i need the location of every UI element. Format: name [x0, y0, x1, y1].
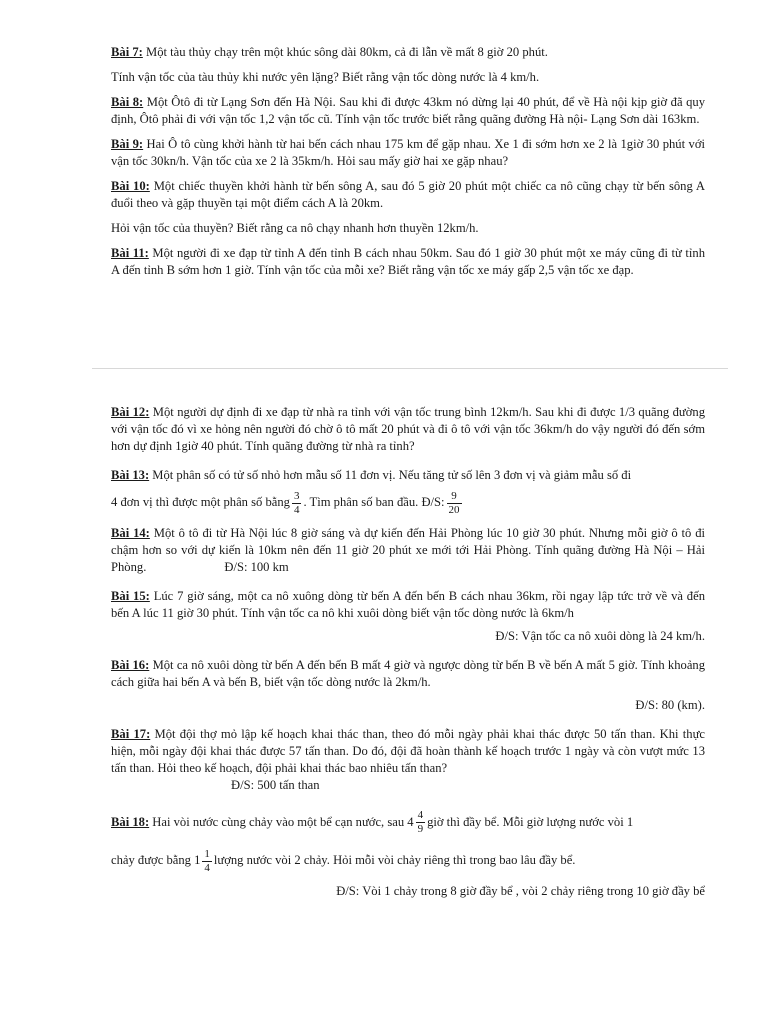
- fraction-denominator: 4: [293, 503, 300, 516]
- problem-9: [111, 136, 705, 170]
- problem-text: 4 đơn vị thì được một phân số bằng: [111, 495, 290, 509]
- problem-text: Lúc 7 giờ sáng, một ca nô xuông dòng từ bến A đến bến B cách nhau 36km, rồi ngay lập tức trở về và đến bến A lúc 11 giờ 30 phút. Tính vận tốc ca nô khi xuôi dòng biết vận tốc dòng nước là 6km/h: [111, 588, 705, 620]
- problem-16-answer: Đ/S: 80 (km).: [635, 697, 705, 712]
- problem-label: Bài 10:: [111, 179, 150, 193]
- problem-13-line2: [111, 488, 705, 517]
- problem-7: [111, 44, 705, 61]
- problem-13: [111, 467, 705, 484]
- problem-label: Bài 12:: [111, 405, 150, 419]
- problem-15: [111, 588, 705, 622]
- problem-17: [111, 726, 705, 777]
- problem-label: Bài 17:: [111, 726, 151, 741]
- problems-section-bottom: [111, 404, 705, 900]
- problem-text: Hai Ô tô cùng khởi hành từ hai bến cách nhau 175 km để gặp nhau. Xe 1 đi sớm hơn xe 2 là 1giờ 30 phút với vận tốc 30kn/h. Vận tốc của xe 2 là 35km/h. Hỏi sau mấy giờ hai xe gặp nhau?: [111, 137, 705, 168]
- problem-18-line2: [111, 846, 705, 875]
- problem-text: Một người dự định đi xe đạp từ nhà ra tỉnh với vận tốc trung bình 12km/h. Sau khi đi được 1/3 quãng đường với vận tốc đó vì xe hỏng nên người đó chờ ô tô mất 20 phút và đi ô tô với vận tốc 36km/h do vậy người đó đến sớm hơn dự định 1giờ 40 phút. Tính quãng đường từ nhà ra tỉnh?: [111, 405, 705, 453]
- problem-text: Một phân số có tử số nhỏ hơn mẫu số 11 đơn vị. Nếu tăng tử số lên 3 đơn vị và giảm mẫu số đi: [149, 468, 632, 482]
- problem-10: [111, 178, 705, 212]
- problem-text: Một ô tô đi từ Hà Nội lúc 8 giờ sáng và dự kiến đến Hải Phòng lúc 10 giờ 30 phút. Nhưng mỗi giờ ô tô đi chậm hơn so với dự kiến là 10km nên đến 11 giờ 20 phút xe mới tới Hải Phòng. Tính quãng đường Hà Nội – Hải Phòng.: [111, 525, 705, 574]
- problem-text: Một chiếc thuyền khởi hành từ bến sông A, sau đó 5 giờ 20 phút một chiếc ca nô cũng chạy từ bến sông A đuổi theo và gặp thuyền tại một điểm cách A là 20km.: [111, 179, 705, 210]
- problems-section-top: [111, 44, 705, 279]
- problem-15-answer: Đ/S: Vận tốc ca nô xuôi dòng là 24 km/h.: [495, 628, 705, 643]
- problem-label: Bài 18:: [111, 814, 150, 829]
- fraction-denominator: 4: [204, 861, 210, 874]
- problem-label: Bài 15:: [111, 588, 150, 603]
- problem-16: [111, 657, 705, 691]
- problem-12: [111, 404, 705, 455]
- problem-text: chảy được bằng: [111, 853, 191, 868]
- problem-label: Bài 16:: [111, 657, 150, 672]
- fraction-numerator: 3: [293, 489, 300, 502]
- problem-label: Bài 13:: [111, 468, 150, 482]
- problem-18: [111, 808, 705, 837]
- problem-text: Một ca nô xuôi dòng từ bến A đến bến B mất 4 giờ và ngược dòng từ bến B về bến A mất 5 giờ. Tính khoảng cách giữa hai bến A và bến B, biết vận tốc dòng nước là 2km/h.: [111, 657, 705, 689]
- problem-text: Một Ôtô đi từ Lạng Sơn đến Hà Nội. Sau khi đi được 43km nó dừng lại 40 phút, để về Hà nội kịp giờ đã quy định, Ôtô phải đi với vận tốc 1,2 vận tốc cũ. Tính vận tốc trước biết rằng quãng đường Hà nội- Lạng Sơn dài 163km.: [111, 95, 705, 126]
- problem-17-answer: Đ/S: 500 tấn than: [231, 777, 320, 792]
- problem-text: giờ thì đầy bể. Mỗi giờ lượng nước vòi 1: [427, 814, 634, 829]
- mixed-number-one-one-quarter: [194, 847, 214, 874]
- fraction-denominator: 9: [417, 823, 424, 836]
- fraction-answer: [447, 490, 462, 517]
- problem-text: Một người đi xe đạp từ tỉnh A đến tỉnh B cách nhau 50km. Sau đó 1 giờ 30 phút một xe máy cũng đi từ tỉnh A đến tỉnh B sớm hơn 1 giờ. Tính vận tốc của mỗi xe? Biết rằng vận tốc xe máy gấp 2,5 vận tốc xe đạp.: [111, 246, 705, 277]
- fraction-numerator: 9: [447, 490, 462, 504]
- problem-text: lượng nước vòi 2 chảy. Hỏi mỗi vòi chảy riêng thì trong bao lâu đầy bể.: [213, 853, 576, 868]
- problem-8: [111, 94, 705, 128]
- problem-label: Bài 7:: [111, 45, 143, 59]
- problem-text: . Tìm phân số ban đầu. Đ/S:: [303, 495, 445, 509]
- fraction-three-quarters: [292, 490, 302, 517]
- problem-label: Bài 11:: [111, 246, 149, 260]
- mixed-whole: 4: [407, 814, 414, 829]
- mixed-whole: 1: [194, 853, 201, 868]
- page-divider: [92, 368, 728, 369]
- problem-text: Một tàu thủy chạy trên một khúc sông dài 80km, cả đi lẫn về mất 8 giờ 20 phút.: [142, 45, 548, 59]
- problem-text: Hai vòi nước cùng chảy vào một bể cạn nước, sau: [149, 814, 405, 829]
- problem-14: [111, 525, 705, 576]
- problem-text: Hỏi vận tốc của thuyền? Biết rằng ca nô chạy nhanh hơn thuyền 12km/h.: [111, 221, 479, 235]
- problem-7-question: [111, 69, 705, 86]
- problem-label: Bài 14:: [111, 525, 150, 540]
- fraction-numerator: 4: [417, 809, 424, 822]
- problem-10-question: [111, 220, 705, 237]
- fraction-denominator: 20: [448, 503, 460, 516]
- problem-11: [111, 245, 705, 279]
- problem-label: Bài 9:: [111, 137, 144, 151]
- problem-label: Bài 8:: [111, 95, 144, 109]
- problem-text: Tính vận tốc của tàu thủy khi nước yên lặng? Biết rằng vận tốc dòng nước là 4 km/h.: [111, 70, 540, 84]
- problem-text: Một đội thợ mỏ lập kế hoạch khai thác than, theo đó mỗi ngày phải khai thác được 50 tấn than. Khi thực hiện, mỗi ngày đội khai thác được 57 tấn than. Do đó, đội đã hoàn thành kế hoạch trước 1 ngày và còn vượt mức 13 tấn than. Hỏi theo kế hoạch, đội phải khai thác bao nhiêu tấn than?: [111, 726, 705, 775]
- problem-18-answer: Đ/S: Vòi 1 chảy trong 8 giờ đầy bể , vòi 2 chảy riêng trong 10 giờ đầy bể: [336, 883, 705, 898]
- mixed-number-four-four-ninths: [407, 809, 427, 836]
- fraction-numerator: 1: [204, 847, 210, 860]
- answer: Đ/S: 100 km: [224, 559, 289, 574]
